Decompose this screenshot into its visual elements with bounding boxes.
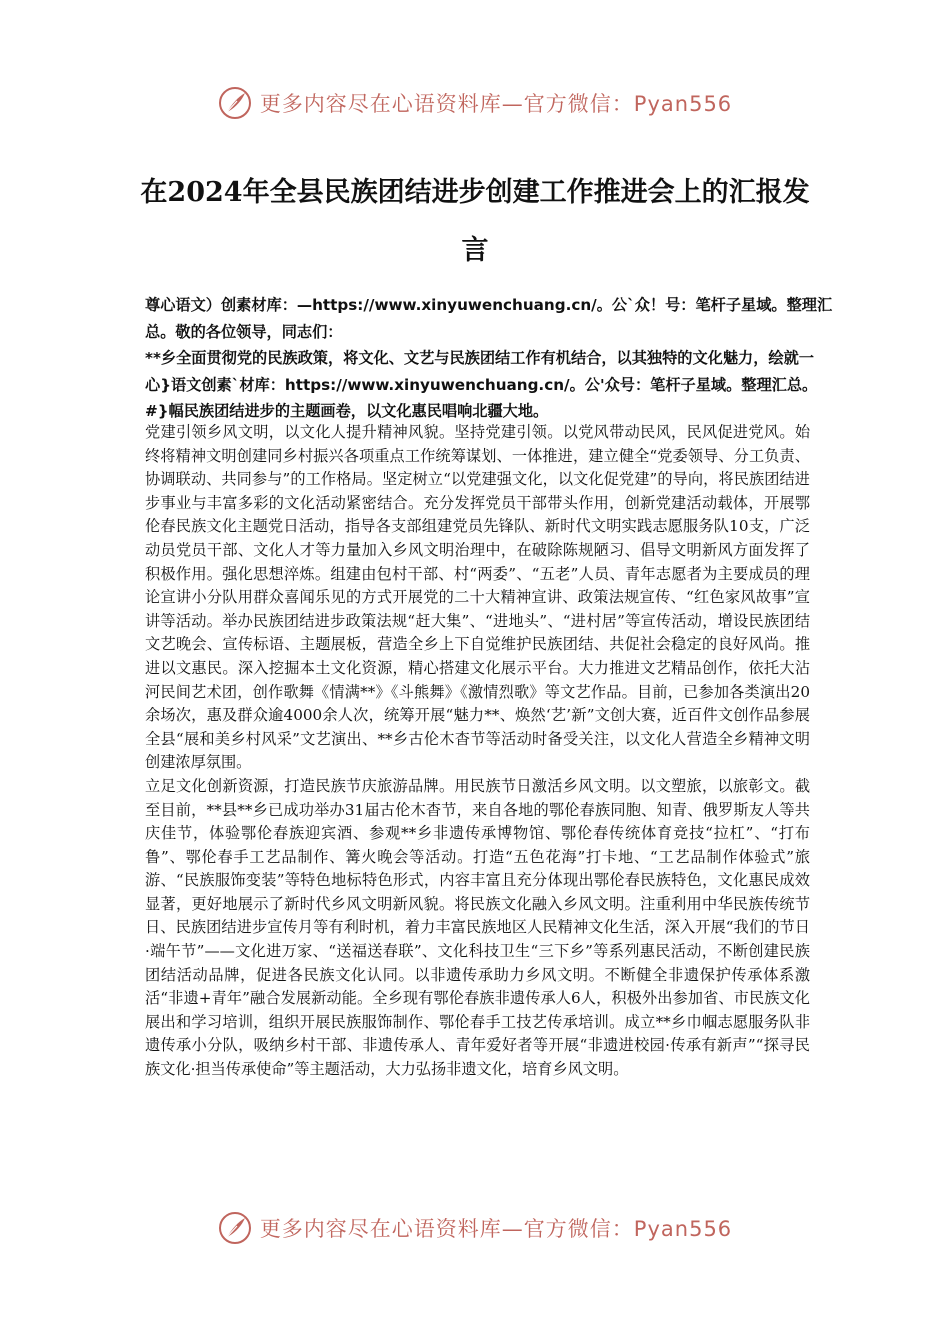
- body-text: [145, 421, 810, 1082]
- quill-logo-icon: [218, 86, 252, 120]
- intro-block: [145, 292, 835, 425]
- body-paragraph: 党建引领乡风文明，以文化人提升精神风貌。坚持党建引领。以党风带动民风，民风促进党风。始终将精神文明创建同乡村振兴各项重点工作统筹谋划、一体推进，建立健全“党委领导、分工负责、协调联动、共同参与”的工作格局。坚定树立“以党建强文化，以文化促党建”的导向，将民族团结进步事业与丰富多彩的文化活动紧密结合。充分发挥党员干部带头作用，创新党建活动载体，开展鄂伦春民族文化主题党日活动，指导各支部组建党员先锋队、新时代文明实践志愿服务队10支，广泛动员党员干部、文化人才等力量加入乡风文明治理中，在破除陈规陋习、倡导文明新风方面发挥了积极作用。强化思想淬炼。组建由包村干部、村“两委”、“五老”人员、青年志愿者为主要成员的理论宣讲小分队用群众喜闻乐见的方式开展党的二十大精神宣讲、政策法规宣传、“红色家风故事”宣讲等活动。举办民族团结进步政策法规“赶大集”、“进地头”、“进村居”等宣传活动，增设民族团结文艺晚会、宣传标语、主题展板，营造全乡上下自觉维护民族团结、共促社会稳定的良好风尚。推进以文惠民。深入挖掘本土文化资源，精心搭建文化展示平台。大力推进文艺精品创作，依托大沾河民间艺术团，创作歌舞《情满**》《斗熊舞》《激情烈歌》等文艺作品。目前，已参加各类演出20余场次，惠及群众逾4000余人次，统筹开展“魅力**、焕然‘艺’新”文创大赛，近百件文创作品参展全县“展和美乡村风采”文艺演出、**乡古伦木杳节等活动时备受关注，以文化人营造全乡精神文明创建浓厚氛围。: [145, 423, 810, 772]
- intro-line: **乡全面贯彻党的民族政策，将文化、文艺与民族团结工作有机结合，以其独特的文化魅力，绘就一心}语文创素`材库：https://www.xinyuwenchuang.cn/。公'众号：笔杆子星域。整理汇总。#}幅民族团结进步的主题画卷，以文化惠民唱响北疆大地。: [145, 349, 818, 420]
- document-title: 在2024年全县民族团结进步创建工作推进会上的汇报发言: [140, 177, 810, 267]
- intro-line: 尊心语文）创素材库：—https://www.xinyuwenchuang.cn/。公`众！号：笔杆子星域。整理汇总。敬的各位领导，同志们：: [145, 296, 833, 341]
- banner-text: 更多内容尽在心语资料库—官方微信：Pyan556: [259, 92, 733, 116]
- body-paragraph: 立足文化创新资源，打造民族节庆旅游品牌。用民族节日激活乡风文明。以文塑旅，以旅彰文。截至目前，**县**乡已成功举办31届古伦木杳节，来自各地的鄂伦春族同胞、知青、俄罗斯友人等共庆佳节，体验鄂伦春族迎宾酒、参观**乡非遗传承博物馆、鄂伦春传统体育竞技“拉杠”、“打布鲁”、鄂伦春手工艺品制作、篝火晚会等活动。打造“五色花海”打卡地、“工艺品制作体验式”旅游、“民族服饰变装”等特色地标特色形式，内容丰富且充分体现出鄂伦春民族特色，文化惠民成效显著，更好地展示了新时代乡风文明新风貌。将民族文化融入乡风文明。注重利用中华民族传统节日、民族团结进步宣传月等有利时机，着力丰富民族地区人民精神文化生活，深入开展“我们的节日·端午节”——文化进万家、“送福送春联”、文化科技卫生“三下乡”等系列惠民活动，不断创建民族团结活动品牌，促进各民族文化认同。以非遗传承助力乡风文明。不断健全非遗保护传承体系激活“非遗+青年”融合发展新动能。全乡现有鄂伦春族非遗传承人6人，积极外出参加省、市民族文化展出和学习培训，组织开展民族服饰制作、鄂伦春手工技艺传承培训。成立**乡巾帼志愿服务队非遗传承小分队，吸纳乡村干部、非遗传承人、青年爱好者等开展“非遗进校园·传承有新声”“探寻民族文化·担当传承使命”等主题活动，大力弘扬非遗文化，培育乡风文明。: [145, 776, 810, 1079]
- header-banner: [0, 83, 950, 123]
- banner-text: 更多内容尽在心语资料库—官方微信：Pyan556: [259, 1217, 733, 1241]
- quill-logo-icon: [218, 1211, 252, 1245]
- footer-banner: [0, 1208, 950, 1248]
